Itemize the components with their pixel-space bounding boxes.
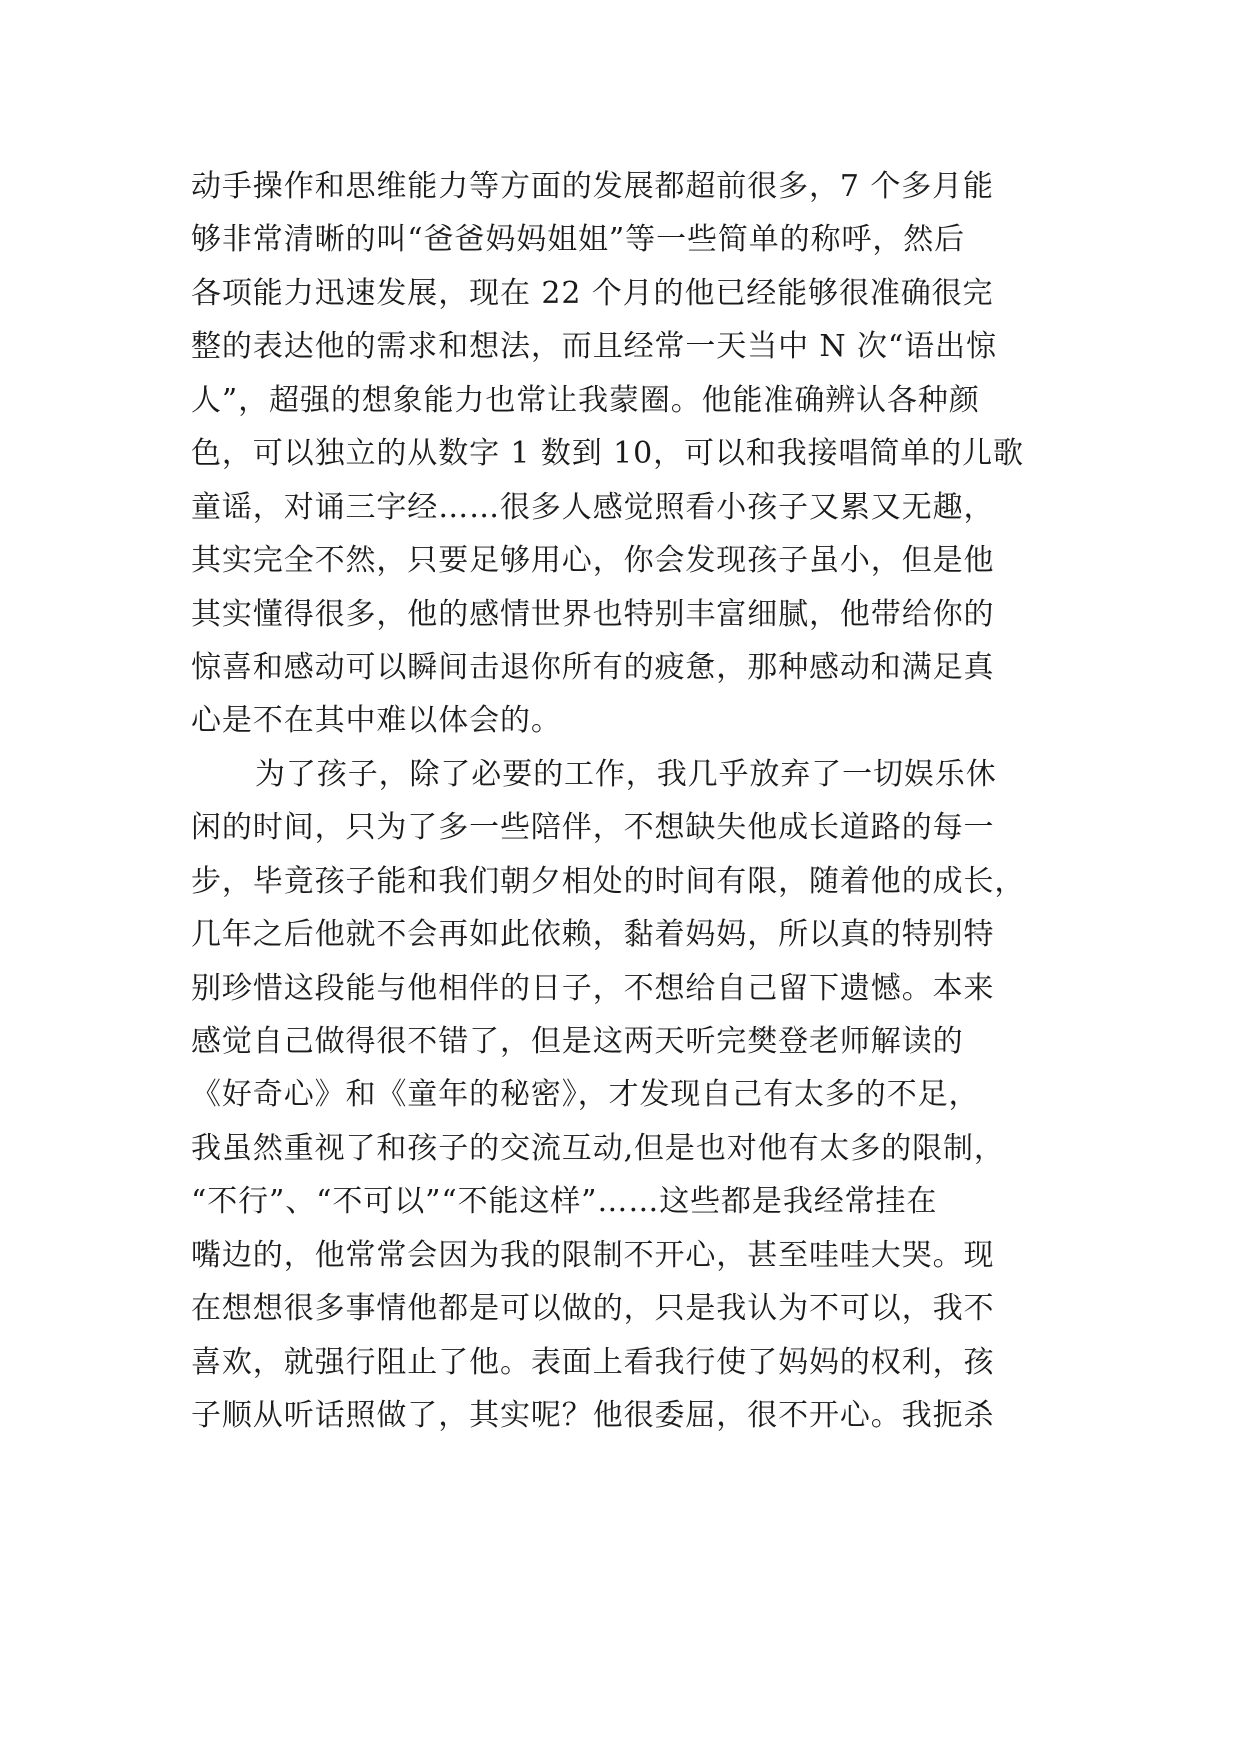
- text-line: 惊喜和感动可以瞬间击退你所有的疲惫，那种感动和满足真: [191, 649, 995, 685]
- text-line: 童谣，对诵三字经……很多人感觉照看小孩子又累又无趣，: [191, 489, 995, 525]
- text-line-indented: 为了孩子，除了必要的工作，我几乎放弃了一切娱乐休: [255, 756, 997, 792]
- text-line: 闲的时间，只为了多一些陪伴，不想缺失他成长道路的每一: [191, 810, 995, 846]
- text-line: 几年之后他就不会再如此依赖，黏着妈妈，所以真的特别特: [191, 917, 995, 953]
- text-line: 够非常清晰的叫“爸爸妈妈姐姐”等一些简单的称呼，然后: [191, 222, 966, 258]
- text-line: 《好奇心》和《童年的秘密》，才发现自己有太多的不足，: [191, 1077, 980, 1113]
- text-line: 别珍惜这段能与他相伴的日子，不想给自己留下遗憾。本来: [191, 970, 995, 1006]
- text-line: 动手操作和思维能力等方面的发展都超前很多，7 个多月能: [191, 169, 994, 204]
- text-line: 人”，超强的想象能力也常让我蒙圈。他能准确辨认各种颜: [191, 382, 980, 418]
- text-line: 嘴边的，他常常会因为我的限制不开心，甚至哇哇大哭。现: [191, 1237, 995, 1273]
- paragraph: [191, 160, 1051, 748]
- text-line: “不行”、“不可以”“不能这样”……这些都是我经常挂在: [191, 1184, 938, 1220]
- text-line: 感觉自己做得很不错了，但是这两天听完樊登老师解读的: [191, 1024, 964, 1059]
- text-line: 子顺从听话照做了，其实呢？他很委屈，很不开心。我扼杀: [191, 1398, 995, 1434]
- text-line: 色，可以独立的从数字 1 数到 10，可以和我接唱简单的儿歌: [191, 436, 1024, 472]
- text-line: 我虽然重视了和孩子的交流互动,但是也对他有太多的限制，: [191, 1130, 1005, 1166]
- text-line: 心是不在其中难以体会的。: [191, 703, 562, 739]
- text-line: 各项能力迅速发展，现在 22 个月的他已经能够很准确很完: [191, 275, 994, 311]
- text-line: 其实完全不然，只要足够用心，你会发现孩子虽小，但是他: [191, 543, 995, 579]
- paragraph: [191, 748, 1051, 1443]
- text-line: 整的表达他的需求和想法，而且经常一天当中 N 次“语出惊: [191, 329, 997, 365]
- text-line: 喜欢，就强行阻止了他。表面上看我行使了妈妈的权利，孩: [191, 1344, 995, 1380]
- text-line: 在想想很多事情他都是可以做的，只是我认为不可以，我不: [191, 1291, 995, 1327]
- text-line: 步，毕竟孩子能和我们朝夕相处的时间有限，随着他的成长，: [191, 863, 1026, 899]
- text-line: 其实懂得很多，他的感情世界也特别丰富细腻，他带给你的: [191, 596, 995, 632]
- body-text: [191, 160, 1051, 1443]
